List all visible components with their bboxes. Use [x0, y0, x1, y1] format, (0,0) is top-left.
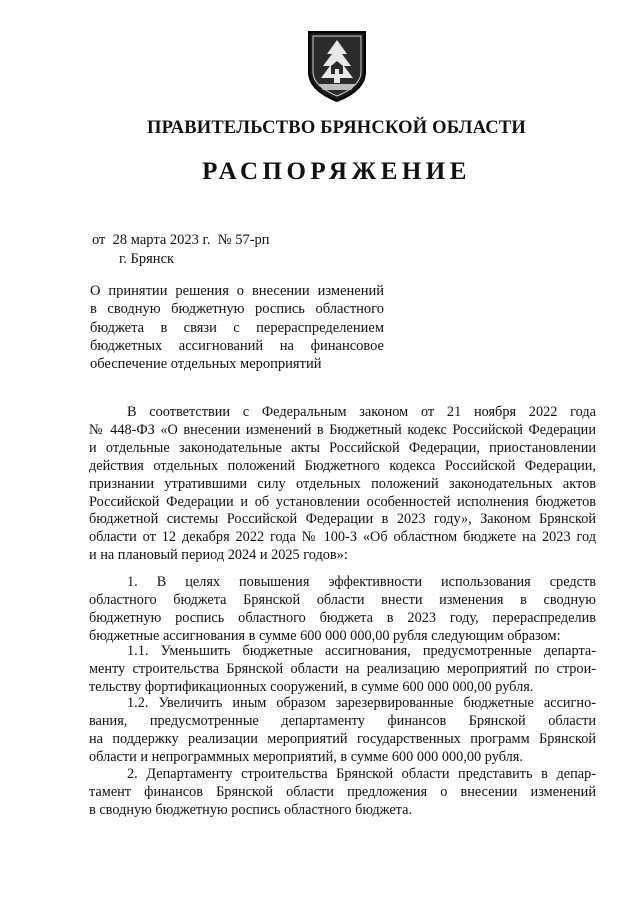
text-line: вания, предусмотренные департаменту финансов Брянской области — [89, 712, 596, 729]
text-line: на поддержку реализации мероприятий государственных программ Брянской — [89, 730, 596, 747]
document-number: № 57-рп — [217, 232, 270, 248]
text-line: областного бюджета Брянской области внести изменения в сводную — [89, 591, 596, 608]
text-line: бюджетную роспись областного бюджета в 2023 году, перераспределив — [89, 609, 596, 626]
text-line: и на плановый период 2024 и 2025 годов»: — [89, 547, 348, 564]
text-line: 1.1. Уменьшить бюджетные ассигнования, предусмотренные департа- — [127, 643, 596, 659]
preamble-paragraph — [89, 404, 596, 565]
text-line: В соответствии с Федеральным законом от 21 ноября 2022 года — [127, 404, 596, 420]
text-line: 1.2. Увеличить иным образом зарезервированные бюджетные ассигно- — [127, 695, 596, 711]
text-line: области и непрограммных мероприятий, в сумме 600 000 000,00 рубля. — [89, 748, 523, 765]
document-date: 28 марта 2023 г. — [112, 232, 211, 248]
subject-line: О принятии решения о внесении изменений — [90, 283, 384, 299]
text-line: действия отдельных положений Бюджетного кодекса Российской Федерации, — [89, 457, 596, 474]
clause-1 — [89, 574, 596, 646]
text-line: и отдельные законодательные акты Российской Федерации, приостановлении — [89, 439, 596, 456]
date-line — [92, 231, 270, 249]
subject-line: бюджетных ассигнований на финансовое — [90, 337, 384, 354]
clause-2 — [89, 766, 596, 820]
coat-of-arms-icon — [305, 28, 369, 104]
text-line: области от 12 декабря 2022 года № 100-З «Об областном бюджете на 2023 год — [89, 529, 596, 546]
subject-line: в сводную бюджетную роспись областного — [90, 301, 384, 318]
text-line: бюджетные ассигнования в сумме 600 000 000,00 рубля следующим образом: — [89, 627, 561, 644]
text-line: признании утратившими силу отдельных положений законодательных актов — [89, 475, 596, 492]
clause-1-2 — [89, 695, 596, 767]
text-line: тамент финансов Брянской области предложения о внесении изменений — [89, 783, 596, 800]
text-line: в сводную бюджетную роспись областного бюджета. — [89, 801, 413, 818]
document-subject — [90, 282, 384, 373]
text-line: менту строительства Брянской области на реализацию мероприятий по строи- — [89, 660, 596, 677]
clause-1-1 — [89, 643, 596, 697]
text-line: бюджетной системы Российской Федерации в 2023 году», Законом Брянской — [89, 511, 596, 528]
government-title: ПРАВИТЕЛЬСТВО БРЯНСКОЙ ОБЛАСТИ — [146, 118, 526, 138]
subject-line: обеспечение отдельных мероприятий — [90, 356, 322, 373]
text-line: тельству фортификационных сооружений, в сумме 600 000 000,00 рубля. — [89, 678, 534, 695]
document-city: г. Брянск — [119, 251, 175, 267]
text-line: Российской Федерации и об установлении особенностей исполнения бюджетов — [89, 493, 596, 510]
subject-line: бюджета в связи с перераспределением — [90, 319, 384, 336]
document-type: РАСПОРЯЖЕНИЕ — [202, 158, 471, 185]
text-line: 1. В целях повышения эффективности использования средств — [127, 574, 596, 590]
text-line: № 448-ФЗ «О внесении изменений в Бюджетный кодекс Российской Федерации — [89, 421, 596, 438]
text-line: 2. Департаменту строительства Брянской области представить в депар- — [127, 766, 596, 782]
date-prefix: от — [92, 232, 106, 248]
